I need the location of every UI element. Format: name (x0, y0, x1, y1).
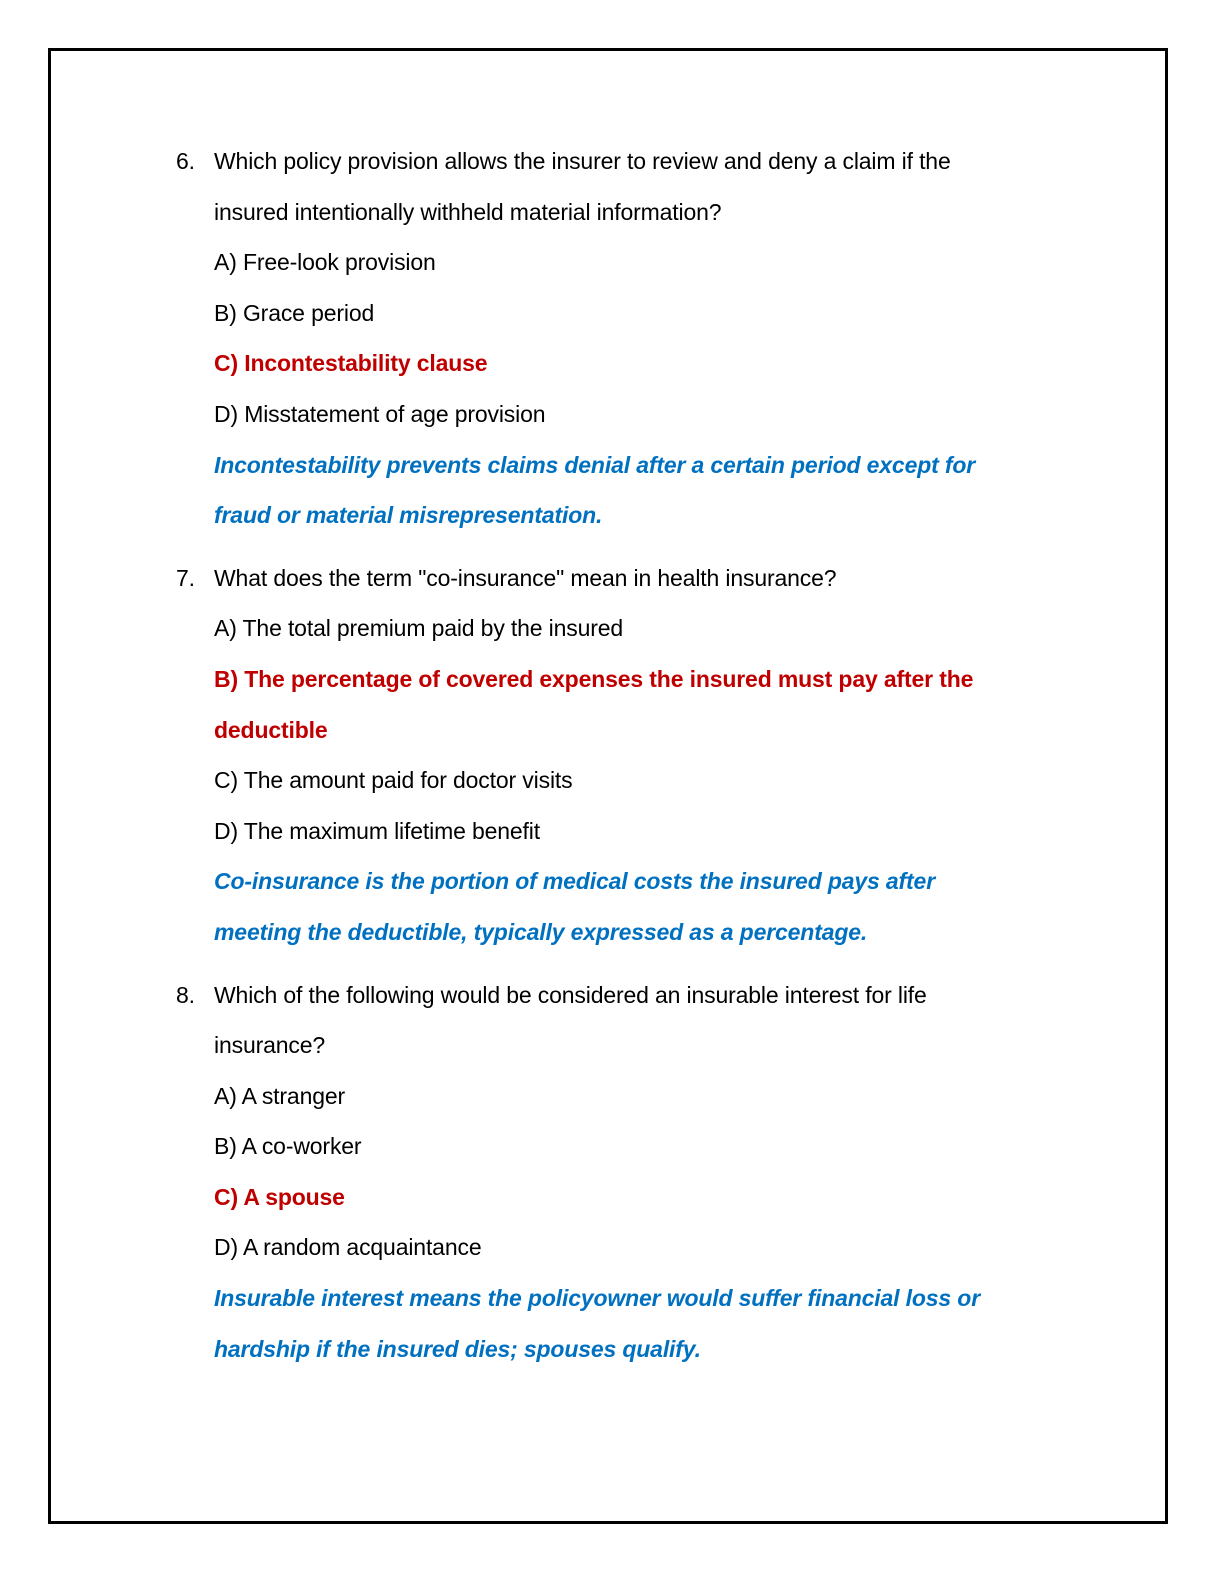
explanation-line (0, 440, 1224, 491)
question-text-line (0, 553, 1224, 604)
correct-option-label: C) Incontestability clause (214, 350, 488, 377)
option-d (0, 1222, 1224, 1273)
option-label: D) The maximum lifetime benefit (214, 817, 540, 844)
option-d (0, 389, 1224, 440)
option-label: A) The total premium paid by the insured (214, 615, 624, 642)
correct-option-label: C) A spouse (214, 1183, 345, 1210)
correct-option-label: deductible (214, 716, 328, 743)
option-b (0, 1121, 1224, 1172)
question-text: Which of the following would be considered an insurable interest for life (214, 981, 927, 1008)
option-label: A) Free-look provision (214, 249, 436, 276)
question-number: 6. (176, 148, 195, 174)
option-a (0, 603, 1224, 654)
explanation-line (0, 907, 1224, 958)
question-text-line (0, 187, 1224, 238)
option-c-correct (0, 1172, 1224, 1223)
option-label: D) Misstatement of age provision (214, 400, 546, 427)
question-text-line (0, 970, 1224, 1021)
question-7 (0, 553, 1224, 958)
document-content (0, 136, 1224, 1386)
question-8 (0, 970, 1224, 1375)
option-label: A) A stranger (214, 1082, 346, 1109)
explanation-text: hardship if the insured dies; spouses qualify. (214, 1335, 701, 1362)
question-number: 8. (176, 981, 195, 1008)
question-text: What does the term "co-insurance" mean in health insurance? (214, 564, 837, 591)
option-b-correct-continued (0, 705, 1224, 756)
explanation-line (0, 490, 1224, 541)
option-label: C) The amount paid for doctor visits (214, 767, 573, 794)
option-label: D) A random acquaintance (214, 1234, 482, 1261)
question-text: Which policy provision allows the insurer to review and deny a claim if the (214, 148, 951, 174)
question-text: insured intentionally withheld material information? (214, 198, 722, 225)
question-number: 7. (176, 564, 195, 591)
option-b-correct (0, 654, 1224, 705)
explanation-line (0, 1324, 1224, 1375)
explanation-text: Insurable interest means the policyowner would suffer financial loss or (214, 1285, 981, 1312)
question-text-line (0, 136, 1224, 187)
correct-option-label: B) The percentage of covered expenses the insured must pay after the (214, 665, 974, 692)
option-a (0, 1071, 1224, 1122)
option-c-correct (0, 338, 1224, 389)
option-a (0, 237, 1224, 288)
option-c (0, 755, 1224, 806)
question-text-line (0, 1020, 1224, 1071)
question-6 (0, 136, 1224, 541)
explanation-text: Incontestability prevents claims denial after a certain period except for (214, 451, 976, 478)
option-b (0, 288, 1224, 339)
explanation-text: Co-insurance is the portion of medical costs the insured pays after (214, 868, 935, 895)
explanation-text: fraud or material misrepresentation. (214, 502, 603, 529)
explanation-line (0, 1273, 1224, 1324)
explanation-line (0, 856, 1224, 907)
question-text: insurance? (214, 1032, 326, 1059)
explanation-text: meeting the deductible, typically expressed as a percentage. (214, 918, 868, 945)
option-label: B) A co-worker (214, 1133, 362, 1160)
option-label: B) Grace period (214, 299, 375, 326)
option-d (0, 806, 1224, 857)
